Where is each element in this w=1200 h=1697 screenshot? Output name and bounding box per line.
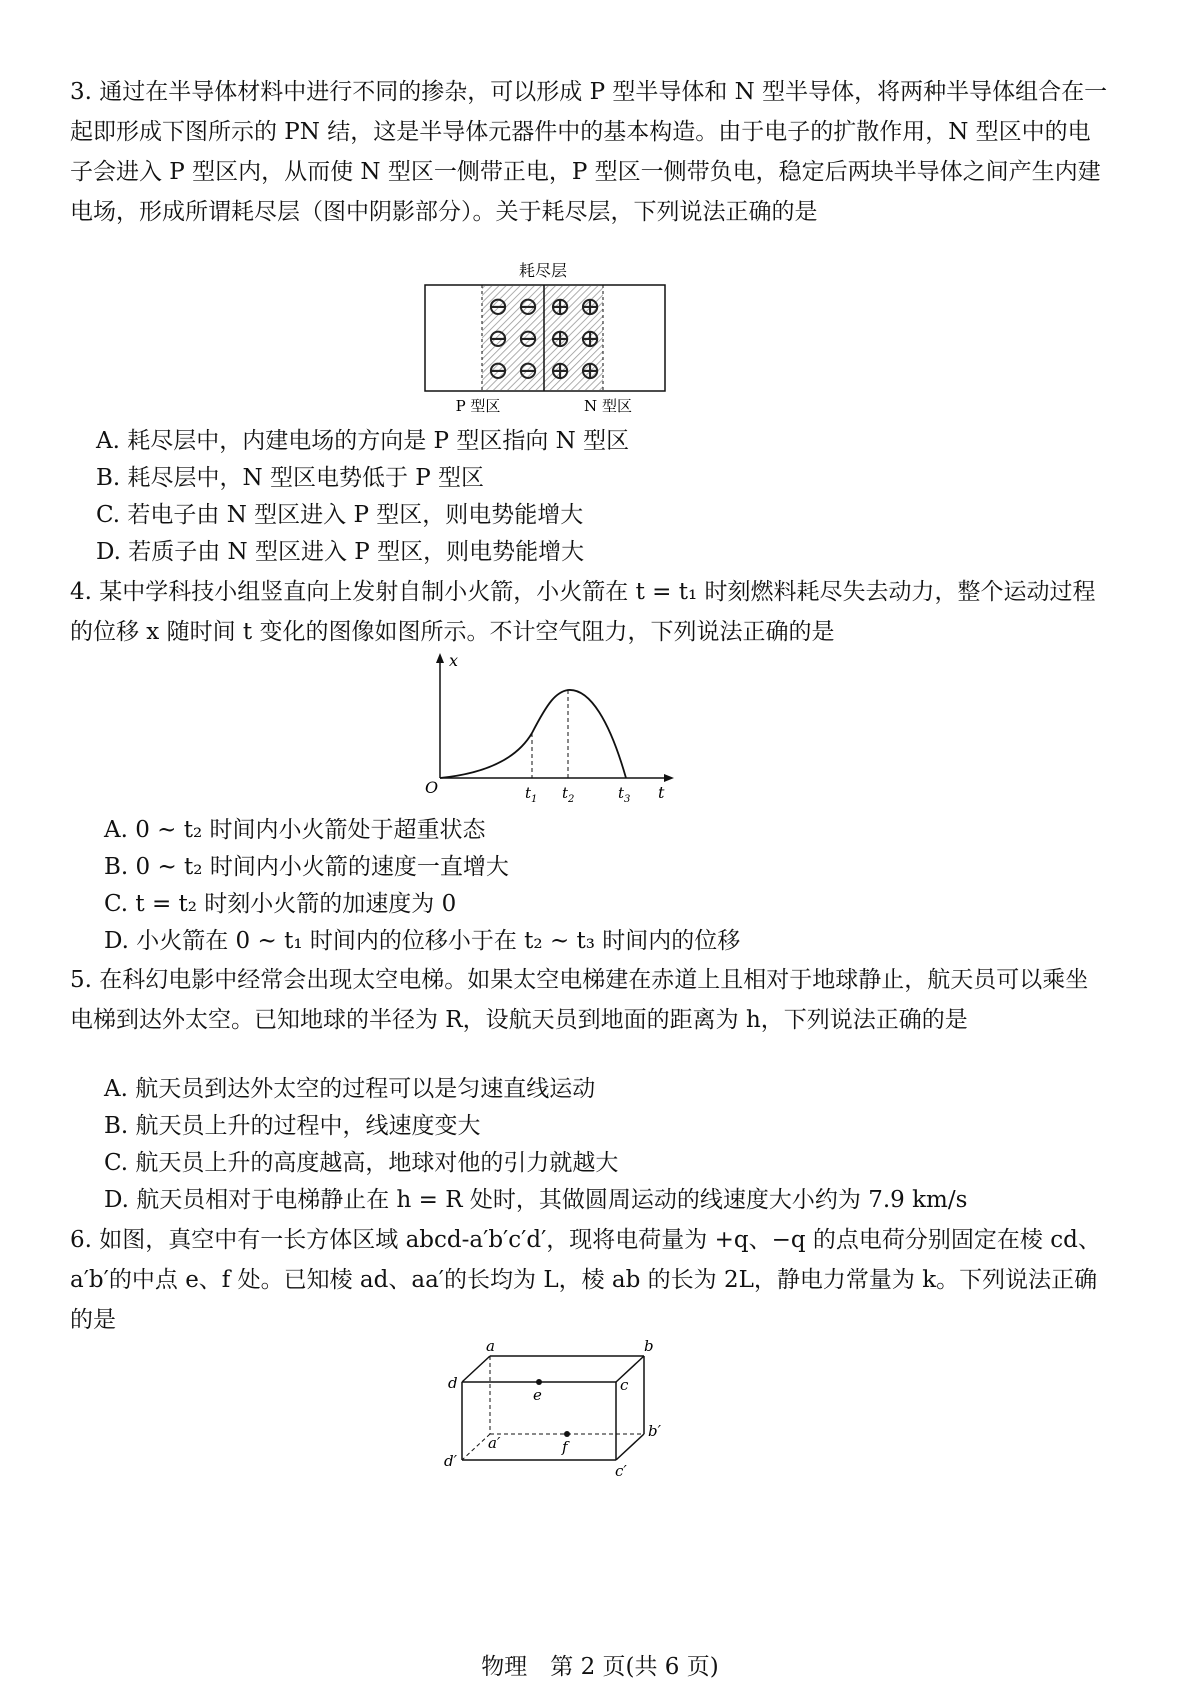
q5-option-b: B. 航天员上升的过程中，线速度变大 [104, 1113, 481, 1139]
point-f [564, 1431, 570, 1437]
q3-option-d: D. 若质子由 N 型区进入 P 型区，则电势能增大 [96, 539, 585, 565]
x-axis-label: t [658, 783, 665, 802]
negative-charge-icon: ⊖ [517, 292, 539, 322]
page-footer: 物理 第 2 页(共 6 页) [481, 1654, 719, 1680]
question-6-text: 6. 如图，真空中有一长方体区域 abcd-a′b′c′d′，现将电荷量为 +q、−q 的点电荷分别固定在棱 cd、a′b′的中点 e、f 处。已知棱 ad、aa′的长均为 L，棱 ab 的长为 2L，静电力常量为 k。下列说法正确的是 [70, 1227, 1101, 1333]
depletion-layer-label: 耗尽层 [518, 261, 568, 280]
positive-charge-icon: ⊕ [579, 292, 601, 322]
question-5 [70, 960, 1110, 1040]
p-region-label: P 型区 [455, 397, 501, 415]
vertex-a-label: a [486, 1338, 495, 1355]
question-4 [70, 572, 1110, 652]
positive-charge-icon: ⊕ [549, 292, 571, 322]
vertex-c2-label: c′ [615, 1462, 627, 1478]
negative-charge-icon: ⊖ [517, 356, 539, 386]
vertex-d2-label: d′ [444, 1452, 458, 1470]
q5-option-c: C. 航天员上升的高度越高，地球对他的引力就越大 [104, 1150, 619, 1176]
q4-option-d: D. 小火箭在 0 ~ t₁ 时间内的位移小于在 t₂ ~ t₃ 时间内的位移 [104, 928, 741, 954]
negative-charge-icon: ⊖ [517, 324, 539, 354]
n-region-label: N 型区 [584, 397, 632, 415]
positive-charge-icon: ⊕ [579, 324, 601, 354]
q3-option-c: C. 若电子由 N 型区进入 P 型区，则电势能增大 [96, 502, 584, 528]
vertex-a2-label: a′ [488, 1434, 501, 1452]
y-axis-label: x [449, 651, 459, 670]
cuboid-figure [440, 1338, 680, 1478]
vertex-d-label: d [448, 1374, 458, 1392]
q5-option-d: D. 航天员相对于电梯静止在 h = R 处时，其做圆周运动的线速度大小约为 7.9 km/s [104, 1187, 968, 1213]
point-e [536, 1379, 542, 1385]
question-5-text: 5. 在科幻电影中经常会出现太空电梯。如果太空电梯建在赤道上且相对于地球静止，航天员可以乘坐电梯到达外太空。已知地球的半径为 R，设航天员到地面的距离为 h，下列说法正确的是 [70, 967, 1089, 1033]
q4-option-c: C. t = t₂ 时刻小火箭的加速度为 0 [104, 891, 457, 917]
t2-label: $t_2$ [562, 784, 575, 805]
x-t-graph [420, 650, 680, 810]
point-e-label: e [533, 1386, 542, 1404]
negative-charge-icon: ⊖ [487, 356, 509, 386]
negative-charge-icon: ⊖ [487, 292, 509, 322]
q5-option-a: A. 航天员到达外太空的过程可以是匀速直线运动 [104, 1076, 596, 1102]
question-4-text: 4. 某中学科技小组竖直向上发射自制小火箭，小火箭在 t = t₁ 时刻燃料耗尽失去动力，整个运动过程的位移 x 随时间 t 变化的图像如图所示。不计空气阻力，下列说法正确的是 [70, 579, 1096, 645]
pn-junction-figure [420, 258, 670, 420]
question-3-text: 3. 通过在半导体材料中进行不同的掺杂，可以形成 P 型半导体和 N 型半导体，将两种半导体组合在一起即形成下图所示的 PN 结，这是半导体元器件中的基本构造。由于电子的扩散作用，N 型区中的电子会进入 P 型区内，从而使 N 型区一侧带正电，P 型区一侧带负电，稳定后两块半导体之间产生内建电场，形成所谓耗尽层（图中阴影部分）。关于耗尽层，下列说法正确的是 [70, 79, 1108, 225]
negative-charge-icon: ⊖ [487, 324, 509, 354]
question-6 [70, 1220, 1110, 1340]
vertex-b2-label: b′ [648, 1422, 662, 1440]
positive-charge-icon: ⊕ [549, 324, 571, 354]
origin-label: O [425, 778, 439, 797]
vertex-b-label: b [644, 1338, 654, 1355]
q3-option-b: B. 耗尽层中，N 型区电势低于 P 型区 [96, 465, 485, 491]
t3-label: $t_3$ [618, 784, 631, 805]
positive-charge-icon: ⊕ [579, 356, 601, 386]
q3-option-a: A. 耗尽层中，内建电场的方向是 P 型区指向 N 型区 [96, 428, 630, 454]
positive-charge-icon: ⊕ [549, 356, 571, 386]
t1-label: $t_1$ [525, 784, 538, 805]
point-f-label: f [562, 1438, 568, 1456]
displacement-curve [440, 690, 626, 778]
q4-option-b: B. 0 ~ t₂ 时间内小火箭的速度一直增大 [104, 854, 509, 880]
vertex-c-label: c [620, 1376, 629, 1394]
q4-option-a: A. 0 ~ t₂ 时间内小火箭处于超重状态 [104, 817, 486, 843]
question-3 [70, 72, 1110, 232]
